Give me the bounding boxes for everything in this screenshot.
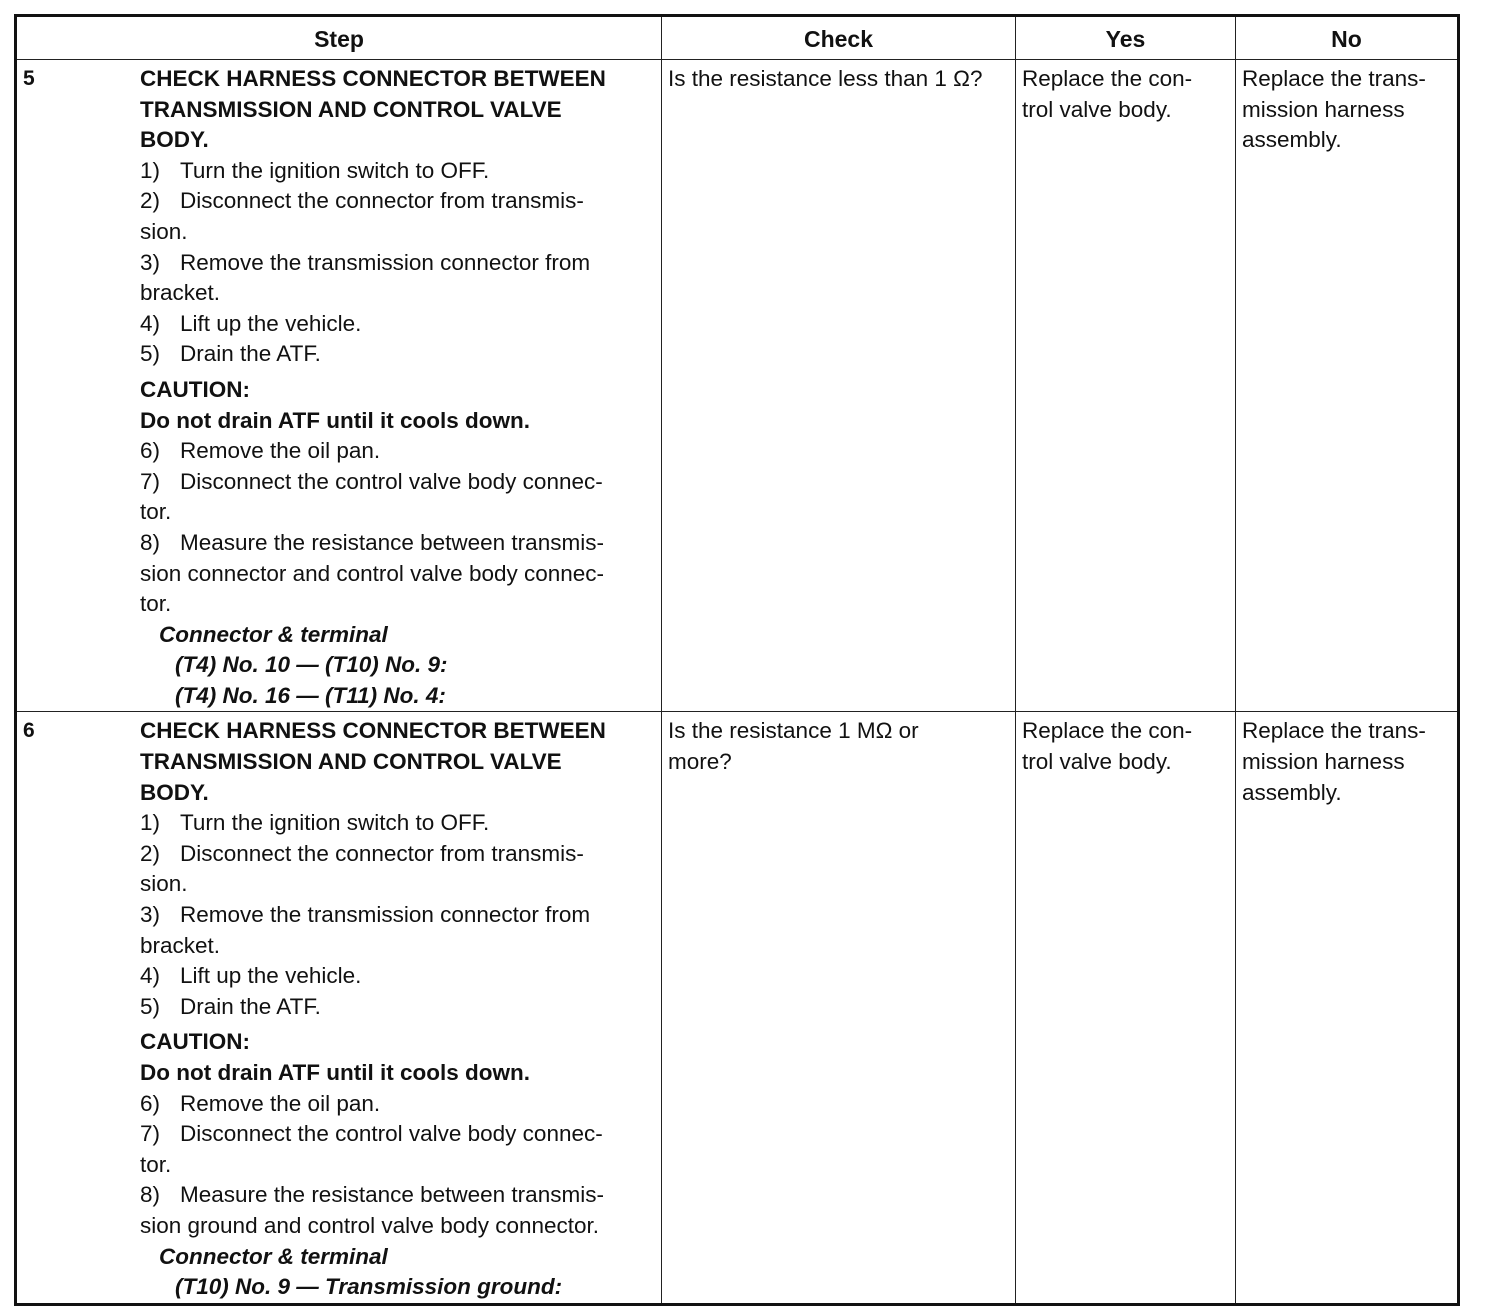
diagnostic-table [14, 14, 1460, 1306]
connector-item: (T10) No. 9 — Transmission ground: [175, 1274, 563, 1300]
check-text-line: more? [668, 749, 732, 775]
step-cell [16, 60, 662, 712]
step-title-line: TRANSMISSION AND CONTROL VALVE [140, 749, 562, 775]
step-instruction-text: bracket. [140, 280, 221, 306]
step-instruction-line [140, 309, 655, 340]
check-cell-content [662, 60, 1015, 95]
step-instruction-number: 8) [140, 529, 161, 555]
step-instruction-text: Disconnect the connector from transmis- [180, 840, 584, 866]
step-instruction-number: 1) [140, 810, 161, 836]
caution-text: Do not drain ATF until it cools down. [140, 407, 530, 433]
header-no: No [1236, 16, 1459, 60]
step-instruction-text: tor. [140, 499, 172, 525]
step-instruction-line [140, 248, 655, 279]
connector-label: Connector & terminal [159, 621, 388, 647]
step-instruction-line [140, 559, 655, 590]
step-instruction-number: 5) [140, 341, 161, 367]
step-instruction-text: Disconnect the control valve body connec- [180, 1121, 603, 1147]
step-instruction-line [140, 808, 655, 839]
step-title-line: CHECK HARNESS CONNECTOR BETWEEN [140, 66, 606, 91]
check-text-line: Is the resistance 1 MΩ or [668, 718, 919, 744]
step-title-line: TRANSMISSION AND CONTROL VALVE [140, 96, 562, 122]
step-instruction-text: Remove the transmission connector from [180, 249, 591, 275]
step-instruction-number: 2) [140, 188, 161, 214]
step-instruction-line [140, 528, 655, 559]
step-instruction-line [140, 961, 655, 992]
step-instruction-text: Remove the transmission connector from [180, 902, 591, 928]
check-cell-content [662, 712, 1015, 777]
header-row [16, 16, 1459, 60]
header-yes: Yes [1016, 16, 1236, 60]
step-content [17, 712, 661, 1302]
step-instruction-text: Measure the resistance between transmis- [180, 529, 604, 555]
step-instruction-number: 4) [140, 963, 161, 989]
step-instruction-line [140, 1119, 655, 1150]
step-number: 5 [23, 67, 35, 90]
no-text-line: assembly. [1242, 127, 1342, 153]
step-instruction-line [140, 339, 655, 370]
yes-cell-content [1016, 712, 1235, 777]
step-instruction-text: Lift up the vehicle. [180, 310, 362, 336]
header-step: Step [16, 16, 662, 60]
step-instruction-text: sion. [140, 871, 188, 897]
step-instruction-text: tor. [140, 1151, 172, 1177]
check-text-line: Is the resistance less than 1 Ω? [668, 66, 983, 91]
step-instruction-text: Turn the ignition switch to OFF. [180, 157, 490, 183]
caution-label: CAUTION: [140, 1029, 250, 1055]
yes-text-line: Replace the con- [1022, 66, 1193, 91]
no-cell [1236, 60, 1459, 712]
step-instruction-line [140, 839, 655, 870]
yes-text-line: Replace the con- [1022, 718, 1193, 744]
step-instruction-line [140, 156, 655, 187]
no-cell-content [1236, 60, 1457, 156]
yes-cell-content [1016, 60, 1235, 125]
step-number: 6 [23, 719, 35, 743]
step-instruction-text: Remove the oil pan. [180, 1090, 381, 1116]
step-body [137, 712, 661, 1302]
step-instruction-text: Disconnect the connector from transmis- [180, 188, 584, 214]
step-instruction-number: 2) [140, 840, 161, 866]
step-instruction-line [140, 186, 655, 217]
check-cell [662, 712, 1016, 1304]
caution-label: CAUTION: [140, 376, 250, 402]
table-body [16, 60, 1459, 1305]
step-instruction-number: 8) [140, 1182, 161, 1208]
step-instruction-number: 1) [140, 157, 161, 183]
step-instruction-line [140, 900, 655, 931]
no-cell-content [1236, 712, 1457, 808]
step-title-line: CHECK HARNESS CONNECTOR BETWEEN [140, 718, 606, 744]
step-instruction-line [140, 1089, 655, 1120]
yes-cell [1016, 712, 1236, 1304]
step-instruction-number: 5) [140, 993, 161, 1019]
connector-item: (T4) No. 16 — (T11) No. 4: [175, 682, 446, 708]
step-instruction-number: 7) [140, 468, 161, 494]
step-title [140, 64, 655, 156]
step-instruction-line [140, 992, 655, 1023]
step-instruction-line [140, 467, 655, 498]
step-instruction-number: 6) [140, 1090, 161, 1116]
no-cell [1236, 712, 1459, 1304]
step-title-line: BODY. [140, 779, 209, 805]
step-instruction-text: Remove the oil pan. [180, 438, 381, 464]
step-instruction-line [140, 497, 655, 528]
table-row [16, 60, 1459, 712]
no-text-line: mission harness [1242, 749, 1405, 775]
no-text-line: Replace the trans- [1242, 66, 1426, 91]
yes-text-line: trol valve body. [1022, 749, 1172, 775]
step-content [17, 60, 661, 711]
step-instruction-number: 4) [140, 310, 161, 336]
step-instruction-line [140, 589, 655, 620]
step-instruction-text: Measure the resistance between transmis- [180, 1182, 604, 1208]
check-cell [662, 60, 1016, 712]
no-text-line: assembly. [1242, 779, 1342, 805]
step-instruction-text: sion connector and control valve body connec- [140, 560, 605, 586]
step-instruction-line [140, 278, 655, 309]
step-body [137, 60, 661, 711]
step-title [140, 716, 655, 808]
step-instruction-text: sion. [140, 218, 188, 244]
caution-text: Do not drain ATF until it cools down. [140, 1060, 530, 1085]
table-row [16, 712, 1459, 1304]
step-instruction-line [140, 1180, 655, 1211]
step-instruction-number: 6) [140, 438, 161, 464]
step-instruction-text: sion ground and control valve body connector. [140, 1212, 600, 1238]
step-instruction-text: Disconnect the control valve body connec- [180, 468, 603, 494]
step-instruction-text: Drain the ATF. [180, 341, 321, 367]
step-instruction-line [140, 931, 655, 962]
step-instruction-line [140, 1150, 655, 1181]
step-instruction-text: Drain the ATF. [180, 993, 321, 1019]
step-instruction-text: Lift up the vehicle. [180, 963, 362, 989]
step-instruction-line [140, 436, 655, 467]
connector-label: Connector & terminal [159, 1243, 388, 1269]
yes-cell [1016, 60, 1236, 712]
no-text-line: Replace the trans- [1242, 718, 1426, 744]
yes-text-line: trol valve body. [1022, 96, 1172, 122]
step-title-line: BODY. [140, 127, 209, 153]
header-check: Check [662, 16, 1016, 60]
step-instruction-text: tor. [140, 591, 172, 617]
step-instruction-number: 7) [140, 1121, 161, 1147]
step-instruction-text: Turn the ignition switch to OFF. [180, 810, 490, 836]
no-text-line: mission harness [1242, 96, 1405, 122]
connector-item: (T4) No. 10 — (T10) No. 9: [175, 652, 448, 678]
step-cell [16, 712, 662, 1304]
step-instruction-text: bracket. [140, 932, 221, 958]
step-instruction-number: 3) [140, 249, 161, 275]
step-instruction-line [140, 869, 655, 900]
step-instruction-line [140, 1211, 655, 1242]
step-instruction-line [140, 217, 655, 248]
step-instruction-number: 3) [140, 902, 161, 928]
